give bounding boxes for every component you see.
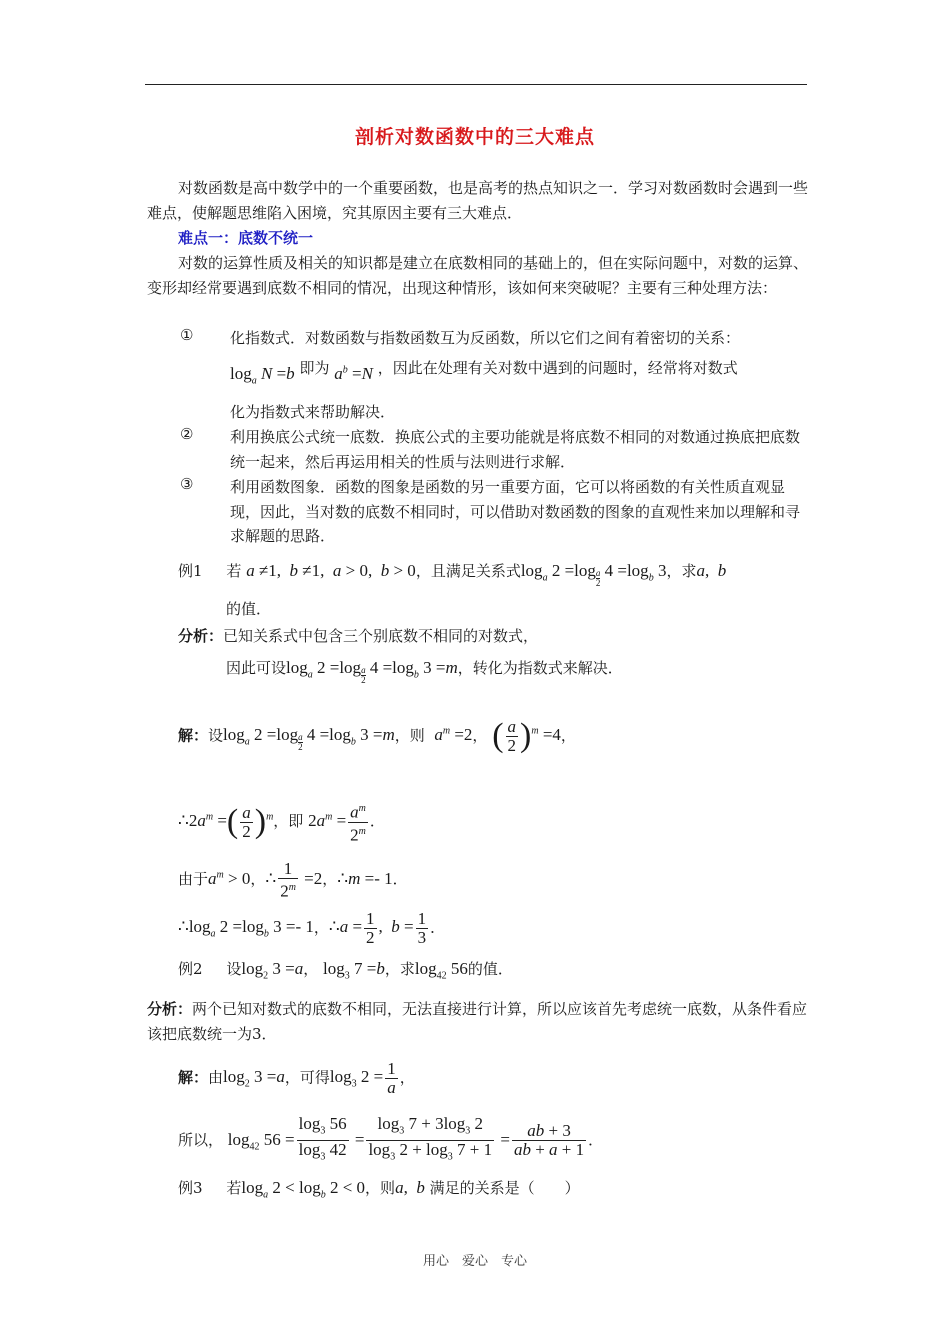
item-2-text: 利用换底公式统一底数．换底公式的主要功能就是将底数不相同的对数通过换底把底数统一起来，然后再运用相关的性质与法则进行求解． bbox=[230, 428, 801, 471]
solution-label: 解： bbox=[178, 726, 209, 745]
step-2-ji: ，即 bbox=[273, 812, 304, 831]
solution-then: ，则 bbox=[394, 726, 425, 745]
example-2-she: 设 bbox=[226, 960, 242, 978]
item-1-number: ① bbox=[180, 326, 194, 344]
page-title: 剖析对数函数中的三大难点 bbox=[354, 126, 595, 148]
example-2-label: 例2 bbox=[178, 960, 203, 978]
example-3-tail: 满足的关系是（ ） bbox=[429, 1179, 580, 1197]
example-3-line: 例3 若$\log_a 2 < \log_b 2 < 0$，则a, b 满足的关系是（ ） bbox=[178, 1178, 580, 1201]
solution-pre: 设 bbox=[208, 726, 224, 745]
example-2-result: 所以， $\log_{42} 56$ = $\frac{\log_3 56}{\log_3 42}$ = $\frac{\log_3 7 + 3\log_3 2}{\log_3 2 + \log_3 7 + 1}$ = $\frac{ab + 3}{ab + a + 1}$ ． bbox=[178, 1115, 603, 1167]
example-3-label: 例3 bbox=[178, 1179, 203, 1197]
header-rule bbox=[145, 84, 807, 85]
example-1-step-2: $\therefore 2a^m$ =( $\frac{a}{2}$ )$^m$，即 $2a^m$ = $\frac{a^m}{2^m}$ ． bbox=[178, 802, 385, 845]
example-1-cond: ，且满足关系式 bbox=[415, 562, 521, 580]
example-1-solution-line: 解：设$\log_a 2 =\log$ $\frac{a}{2}$ $4 =\log_b$ 3 =m，则 $a^m =2$， ( $\frac{a}{2}$ )$^m$ =4， bbox=[178, 717, 576, 755]
example-1-analysis-label: 分析： bbox=[178, 627, 224, 645]
example-1-step-4: $\therefore\log_a$ $2 =\log_b$ 3 =- 1，∴a = $\frac{1}{2}$ , b = $\frac{1}{3}$ ． bbox=[178, 909, 446, 947]
example-2-qiu: ，求 bbox=[384, 960, 415, 978]
item-2-number: ② bbox=[180, 425, 194, 443]
item-3-number: ③ bbox=[180, 475, 194, 493]
step-3-youyu: 由于 bbox=[178, 870, 209, 889]
example-3-then: ，则 bbox=[365, 1179, 396, 1197]
example-1-step-3: 由于$a^m > 0$，∴ $\frac{1}{2^m}$ =2，∴m =- 1． bbox=[178, 859, 408, 901]
difficulty-one-heading: 难点一：底数不统一 bbox=[178, 229, 314, 247]
example-2-analysis-label: 分析： bbox=[147, 1000, 193, 1018]
item-1-after: ，因此在处理有关对数中遇到的问题时，经常将对数式 bbox=[377, 359, 738, 377]
example-1-analysis-1: 已知关系式中包含三个别底数不相同的对数式， bbox=[223, 627, 539, 645]
intro-paragraph: 对数函数是高中数学中的一个重要函数，也是高考的热点知识之一．学习对数函数时会遇到一些难点，使解题思维陷入困境，究其原因主要有三大难点． bbox=[147, 179, 809, 222]
example-3-ruo: 若 bbox=[226, 1179, 242, 1197]
example-1-label: 例1 bbox=[178, 562, 203, 580]
analysis-2-post: ，转化为指数式来解决． bbox=[457, 659, 623, 677]
example-2-line: 例2 设$\log_2 3 =a$， $\log_3 7 =b$，求$\log_{42} 56$的值． bbox=[178, 959, 513, 982]
example-1-ask: ，求 bbox=[666, 562, 697, 580]
item-3-text: 利用函数图象．函数的图象是函数的另一重要方面，它可以将函数的有关性质直观显现，因此，当对数的底数不相同时，可以借助对数函数的图象的直观性来加以理解和寻求解题的思路． bbox=[230, 478, 801, 545]
example-2-analysis-text: 两个已知对数式的底数不相同，无法直接进行计算，所以应该首先考虑统一底数，从条件看应该把底数统一为3． bbox=[147, 1000, 808, 1043]
item-1-mid: 即为 bbox=[299, 359, 330, 377]
example-2-end: 的值． bbox=[467, 960, 513, 978]
example-2-solution-label: 解： bbox=[178, 1068, 209, 1087]
example-1-analysis-line bbox=[178, 625, 538, 647]
example-1-line: 例1 若 a ≠1, b ≠1, a > 0, b > 0，且满足关系式$\log_a 2 =\log$ $\frac{a}{2}$ $4 =\log_b$ 3，求a, b bbox=[178, 561, 727, 588]
example-2-solution-pre: 由 bbox=[208, 1068, 224, 1087]
page-footer: 用心 爱心 专心 bbox=[422, 1254, 527, 1269]
analysis-2-pre: 因此可设 bbox=[226, 659, 287, 677]
example-1-ruo: 若 bbox=[226, 562, 242, 580]
item-1-text: 化指数式．对数函数与指数函数互为反函数，所以它们之间有着密切的关系： bbox=[230, 329, 741, 347]
example-1-end: 的值． bbox=[226, 600, 272, 618]
item-1-formula-line: $\log_a N =b$ 即为 $a^b =N$ ，因此在处理有关对数中遇到的问题时，经常将对数式 bbox=[230, 359, 738, 387]
example-2-solution: 解：由$\log_2 3 =a$，可得$\log_3 2$ = $\frac{1}{a}$ ， bbox=[178, 1059, 415, 1097]
example-2-suoyi: 所以， bbox=[178, 1130, 224, 1149]
example-2-analysis bbox=[147, 997, 809, 1046]
example-2-solution-mid: ，可得 bbox=[284, 1068, 330, 1087]
item-1-text2: 化为指数式来帮助解决． bbox=[230, 403, 396, 421]
difficulty-one-body: 对数的运算性质及相关的知识都是建立在底数相同的基础上的，但在实际问题中，对数的运算、变形却经常要遇到底数不相同的情况，出现这种情形，该如何来突破呢？主要有三种处理方法： bbox=[147, 254, 809, 297]
example-1-analysis-2: 因此可设$\log_a 2 =\log$ $\frac{a}{2}$ $4 =\log_b$ 3 =m，转化为指数式来解决． bbox=[226, 658, 623, 685]
